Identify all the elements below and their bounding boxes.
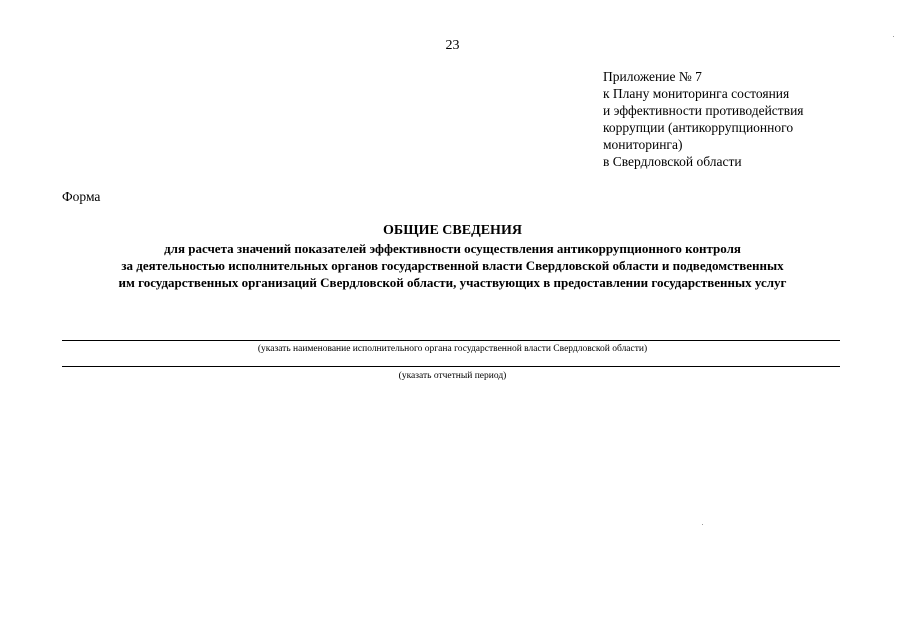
appendix-line: Приложение № 7: [603, 69, 702, 84]
appendix-note: [603, 68, 893, 170]
appendix-line: к Плану мониторинга состояния: [603, 86, 790, 101]
appendix-line: в Свердловской области: [603, 154, 742, 169]
appendix-line: коррупции (антикоррупционного: [603, 120, 794, 135]
scan-speck: [702, 524, 703, 525]
period-fill-line[interactable]: [62, 366, 840, 367]
scan-speck: [893, 36, 894, 37]
title-main: ОБЩИЕ СВЕДЕНИЯ: [383, 223, 522, 238]
organ-caption: (указать наименование исполнительного органа государственной власти Свердловской области): [257, 344, 648, 354]
organ-fill-line[interactable]: [62, 340, 840, 341]
title-line: за деятельностью исполнительных органов государственной власти Свердловской области и подведомственных: [121, 258, 784, 273]
form-label: Форма: [62, 189, 101, 204]
period-caption: (указать отчетный период): [398, 371, 507, 381]
document-title: [0, 222, 905, 291]
title-line: им государственных организаций Свердловской области, участвующих в предоставлении государственных услуг: [118, 275, 787, 290]
title-line: для расчета значений показателей эффективности осуществления антикоррупционного контроля: [164, 241, 741, 256]
appendix-line: и эффективности противодействия: [603, 103, 804, 118]
appendix-line: мониторинга): [603, 137, 683, 152]
page-number: 23: [445, 38, 460, 53]
